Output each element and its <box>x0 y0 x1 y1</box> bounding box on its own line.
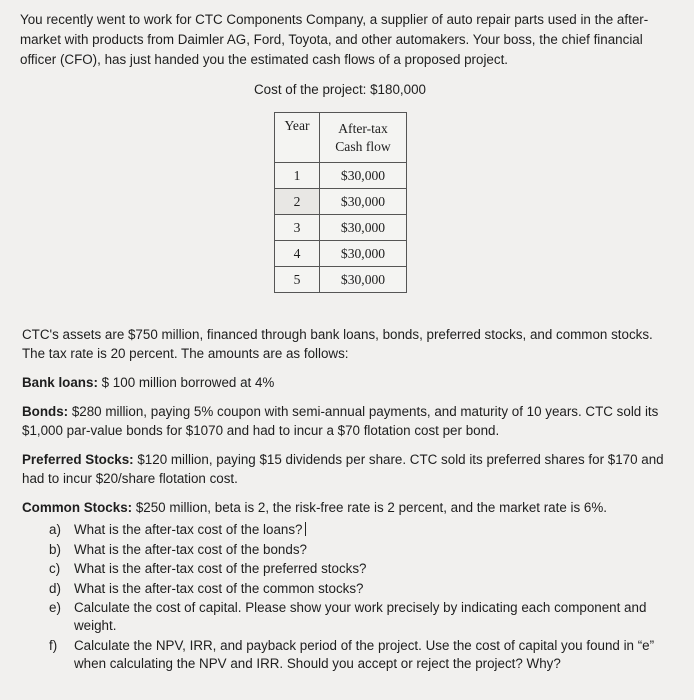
preferred-paragraph <box>22 450 672 488</box>
bank-loans-text: $ 100 million borrowed at 4% <box>97 375 275 390</box>
question-d <box>22 580 672 598</box>
table-row <box>275 267 407 293</box>
question-b <box>22 541 672 559</box>
row-year: 3 <box>275 215 320 241</box>
header-flow-line-2: Cash flow <box>335 138 391 154</box>
header-cash-flow <box>320 113 407 163</box>
preferred-label: Preferred Stocks: <box>22 452 134 467</box>
assets-paragraph: CTC's assets are $750 million, financed through bank loans, bonds, preferred stocks, and common stocks. The tax rate is 20 percent. The amounts are as follows: <box>22 327 653 361</box>
question-letter: a) <box>49 522 61 537</box>
question-list <box>22 521 672 673</box>
table-row <box>275 163 407 189</box>
row-year: 1 <box>275 163 320 189</box>
row-cash-flow: $30,000 <box>320 267 407 293</box>
table-row <box>275 241 407 267</box>
row-cash-flow: $30,000 <box>320 189 407 215</box>
problem-body <box>22 325 672 674</box>
question-text: Calculate the cost of capital. Please show your work precisely by indicating each component and weight. <box>74 600 647 633</box>
question-letter: c) <box>49 561 61 576</box>
bonds-paragraph <box>22 402 672 440</box>
question-letter: d) <box>49 580 61 596</box>
question-c <box>22 560 672 578</box>
common-paragraph <box>22 498 672 517</box>
bonds-text: $280 million, paying 5% coupon with semi-annual payments, and maturity of 10 years. CTC sold its $1,000 par-value bonds for $1070 and had to incur a $70 flotation cost per bond. <box>22 404 659 438</box>
header-flow-line-1: After-tax <box>338 120 388 136</box>
row-cash-flow: $30,000 <box>320 163 407 189</box>
intro-paragraph: You recently went to work for CTC Components Company, a supplier of auto repair parts used in the after-market with products from Daimler AG, Ford, Toyota, and other automakers. Your boss, the chief financial officer (CFO), has just handed you the estimated cash flows of a proposed project. <box>20 12 649 67</box>
cash-flow-table <box>274 112 407 293</box>
question-letter: b) <box>49 541 61 557</box>
question-text: What is the after-tax cost of the preferred stocks? <box>74 561 367 576</box>
preferred-text: $120 million, paying $15 dividends per share. CTC sold its preferred shares for $170 and had to incur $20/share flotation cost. <box>22 452 664 486</box>
bank-loans-paragraph <box>22 373 672 392</box>
common-label: Common Stocks: <box>22 500 133 515</box>
text-cursor <box>305 522 306 536</box>
header-year: Year <box>275 113 320 163</box>
table-header-row <box>275 113 407 163</box>
row-year: 4 <box>275 241 320 267</box>
table-row <box>275 215 407 241</box>
question-text: Calculate the NPV, IRR, and payback period of the project. Use the cost of capital you found in “e” when calculating the NPV and IRR. Should you accept or reject the project? Why? <box>74 637 655 671</box>
row-year: 5 <box>275 267 320 293</box>
row-year: 2 <box>275 189 320 215</box>
question-text: What is the after-tax cost of the loans? <box>74 522 303 537</box>
question-f <box>22 637 672 673</box>
table-row <box>275 189 407 215</box>
row-cash-flow: $30,000 <box>320 241 407 267</box>
question-letter: e) <box>49 600 61 615</box>
bank-loans-label: Bank loans: <box>22 375 98 390</box>
common-text: $250 million, beta is 2, the risk-free rate is 2 percent, and the market rate is 6%. <box>132 500 607 515</box>
question-a <box>22 521 672 539</box>
bonds-label: Bonds: <box>22 404 69 419</box>
question-text: What is the after-tax cost of the common stocks? <box>74 580 364 596</box>
question-text: What is the after-tax cost of the bonds? <box>74 541 307 557</box>
row-cash-flow: $30,000 <box>320 215 407 241</box>
project-cost: Cost of the project: $180,000 <box>254 82 426 97</box>
question-e <box>22 599 672 635</box>
question-letter: f) <box>49 637 58 653</box>
